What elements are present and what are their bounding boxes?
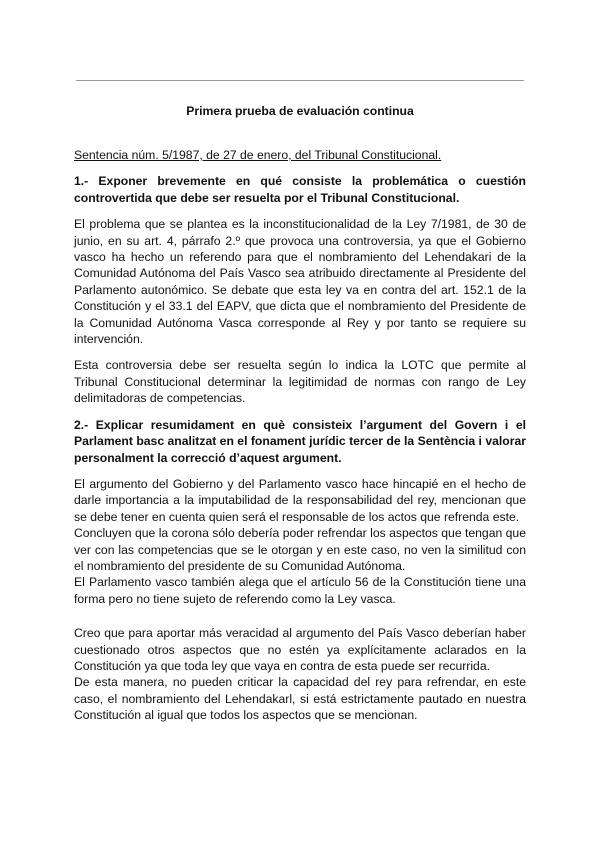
answer-2-paragraph-4: Creo que para aportar más veracidad al argumento del País Vasco deberían haber cuestionado otros aspectos que no estén ya explícitamente aclarados en la Constitución ya que toda ley que vaya en contra de esta puede ser recurrida. [74, 626, 526, 673]
question-1: 1.- Exponer brevemente en qué consiste la problemática o cuestión controvertida que debe ser resuelta por el Tribunal Constitucional. [74, 174, 526, 205]
header-rule [76, 80, 524, 81]
case-reference: Sentencia núm. 5/1987, de 27 de enero, del Tribunal Constitucional. [74, 148, 442, 162]
document-body [74, 147, 526, 724]
answer-2-paragraph-2: Concluyen que la corona sólo debería poder refrendar los aspectos que tengan que ver con las competencias que se le otorgan y en este caso, no ven la similitud con el nombramiento del presidente de su Comunidad Autónoma. [74, 526, 526, 573]
answer-2-paragraph-5: De esta manera, no pueden criticar la capacidad del rey para refrendar, en este caso, el nombramiento del Lehendakarl, si está estrictamente pautado en nuestra Constitución al igual que todos los aspectos que se mencionan. [74, 675, 526, 723]
answer-2-paragraph-1: El argumento del Gobierno y del Parlamento vasco hace hincapié en el hecho de darle importancia a la imputabilidad de la responsabilidad del rey, mencionan que se debe tener en cuenta quien será el responsable de los actos que refrenda este. [74, 476, 526, 524]
answer-1-paragraph-1: El problema que se plantea es la inconstitucionalidad de la Ley 7/1981, de 30 de junio, en su art. 4, párrafo 2.º que provoca una controversia, ya que el Gobierno vasco ha hecho un referendo para que el nombramiento del Lehendakari de la Comunidad Autónoma del País Vasco sea atribuido directamente al Presidente del Parlamento autonómico. Se debate que esta ley va en contra del art. 152.1 de la Constitución y el 33.1 del EAPV, que dicta que el nombramiento del Presidente de la Comunidad Autónoma Vasca corresponde al Rey y por tanto se requiere su intervención. [74, 217, 526, 347]
answer-1-paragraph-2: Esta controversia debe ser resuelta según lo indica la LOTC que permite al Tribunal Constitucional determinar la legitimidad de normas con rango de Ley delimitadoras de competencias. [74, 358, 526, 406]
document-title: Primera prueba de evaluación continua [186, 104, 414, 118]
question-2: 2.- Explicar resumidament en què consisteix l’argument del Govern i el Parlament basc analitzat en el fonament jurídic tercer de la Sentència i valorar personalment la correcció d’aquest argument. [74, 417, 526, 465]
answer-2-paragraph-3: El Parlamento vasco también alega que el artículo 56 de la Constitución tiene una forma pero no tiene sujeto de referendo como la Ley vasca. [74, 575, 526, 606]
